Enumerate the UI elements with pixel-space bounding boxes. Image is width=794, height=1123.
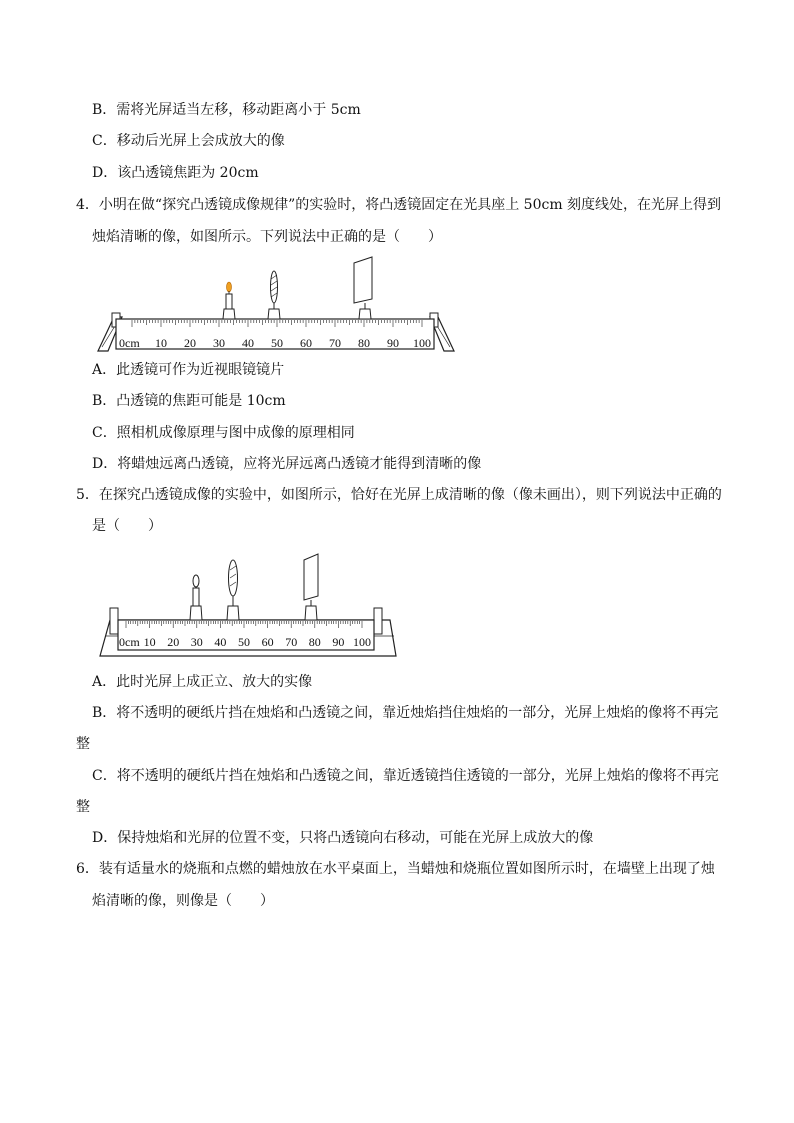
- ruler-label: 80: [358, 336, 370, 350]
- q5-bench-svg: [96, 548, 406, 660]
- ruler-label: 30: [190, 635, 203, 649]
- q5-lens-holder: [227, 606, 239, 620]
- ruler-label: 30: [213, 336, 225, 350]
- ruler-label: 20: [184, 336, 196, 350]
- q5-screen-holder: [305, 606, 317, 620]
- ruler-label: 60: [300, 336, 312, 350]
- ruler-label: 40: [214, 635, 227, 649]
- ruler-label: 50: [238, 635, 250, 649]
- q5-option-b-line2: 整: [76, 736, 90, 752]
- q5-option-c-line2: 整: [76, 799, 90, 815]
- q6-stem-line2: 焰清晰的像，则像是（ ）: [92, 893, 274, 909]
- q4-option-a: A．此透镜可作为近视眼镜镜片: [92, 362, 285, 378]
- ruler-label: 20: [167, 635, 180, 649]
- q4-label-0cm: 0cm: [119, 336, 140, 350]
- q5-option-d: D．保持烛焰和光屏的位置不变，只将凸透镜向右移动，可能在光屏上成放大的像: [92, 830, 594, 846]
- ruler-label: 50: [271, 336, 283, 350]
- q4-screen-panel: [354, 257, 372, 303]
- q5-lens: [227, 560, 239, 620]
- q5-stem-line1: 5．在探究凸透镜成像的实验中，如图所示，恰好在光屏上成清晰的像（像未画出），则下列说法中正确的: [76, 487, 722, 503]
- q4-screen-holder: [359, 309, 371, 319]
- q4-optical-bench-figure: [96, 255, 456, 355]
- q5-option-c-line1: C．将不透明的硬纸片挡在烛焰和凸透镜之间，靠近透镜挡住透镜的一部分，光屏上烛焰的像将不再完: [92, 768, 719, 784]
- q4-option-b: B．凸透镜的焦距可能是 10cm: [92, 393, 286, 409]
- ruler-label: 100: [353, 635, 371, 649]
- q5-candle: [190, 575, 202, 620]
- q5-lens-body: [229, 560, 238, 596]
- ruler-label: 100: [413, 336, 431, 350]
- ruler-label: 10: [143, 635, 156, 649]
- ruler-label: 60: [261, 635, 274, 649]
- q3-option-c: C．移动后光屏上会成放大的像: [92, 133, 285, 149]
- q4-candle-body: [226, 294, 232, 309]
- q4-stem-line1: 4．小明在做“探究凸透镜成像规律”的实验时，将凸透镜固定在光具座上 50cm 刻度线处，在光屏上得到: [76, 197, 722, 213]
- q5-right-post: [374, 608, 382, 634]
- ruler-label: 80: [308, 635, 321, 649]
- q5-screen: [304, 554, 318, 620]
- q5-candle-holder: [190, 606, 202, 620]
- q5-candle-flame: [193, 575, 199, 587]
- q4-option-d: D．将蜡烛远离凸透镜，应将光屏远离凸透镜才能得到清晰的像: [92, 456, 482, 472]
- q4-candle: [223, 282, 235, 319]
- ruler-label: 70: [329, 336, 341, 350]
- q5-candle-body: [193, 588, 199, 606]
- q3-option-b: B．需将光屏适当左移，移动距离小于 5cm: [92, 102, 361, 118]
- q5-option-b-line1: B．将不透明的硬纸片挡在烛焰和凸透镜之间，靠近烛焰挡住烛焰的一部分，光屏上烛焰的像将不再完: [92, 705, 719, 721]
- q5-left-post: [110, 608, 118, 634]
- q4-lens: [268, 271, 280, 319]
- ruler-label: 10: [155, 336, 167, 350]
- q6-stem-line1: 6．装有适量水的烧瓶和点燃的蜡烛放在水平桌面上，当蜡烛和烧瓶位置如图所示时，在墙壁上出现了烛: [76, 861, 715, 877]
- ruler-label: 90: [387, 336, 399, 350]
- q5-screen-panel: [304, 554, 318, 600]
- q5-optical-bench-figure: [96, 548, 406, 660]
- q3-option-d: D．该凸透镜焦距为 20cm: [92, 165, 259, 181]
- q4-lens-body: [271, 271, 278, 303]
- q4-stem-line2: 烛焰清晰的像，如图所示。下列说法中正确的是（ ）: [92, 229, 442, 245]
- q4-lens-holder: [268, 309, 280, 319]
- q4-candle-holder: [223, 309, 235, 319]
- q4-screen: [354, 257, 372, 319]
- q5-stem-line2: 是（ ）: [92, 518, 162, 534]
- ruler-label: 70: [285, 635, 298, 649]
- q4-option-c: C．照相机成像原理与图中成像的原理相同: [92, 425, 355, 441]
- q4-bench-svg: [96, 255, 456, 355]
- q5-option-a: A．此时光屏上成正立、放大的实像: [92, 674, 313, 690]
- q4-candle-flame: [227, 282, 232, 292]
- q5-label-0cm: 0cm: [119, 635, 140, 649]
- ruler-label: 40: [242, 336, 254, 350]
- ruler-label: 90: [332, 635, 345, 649]
